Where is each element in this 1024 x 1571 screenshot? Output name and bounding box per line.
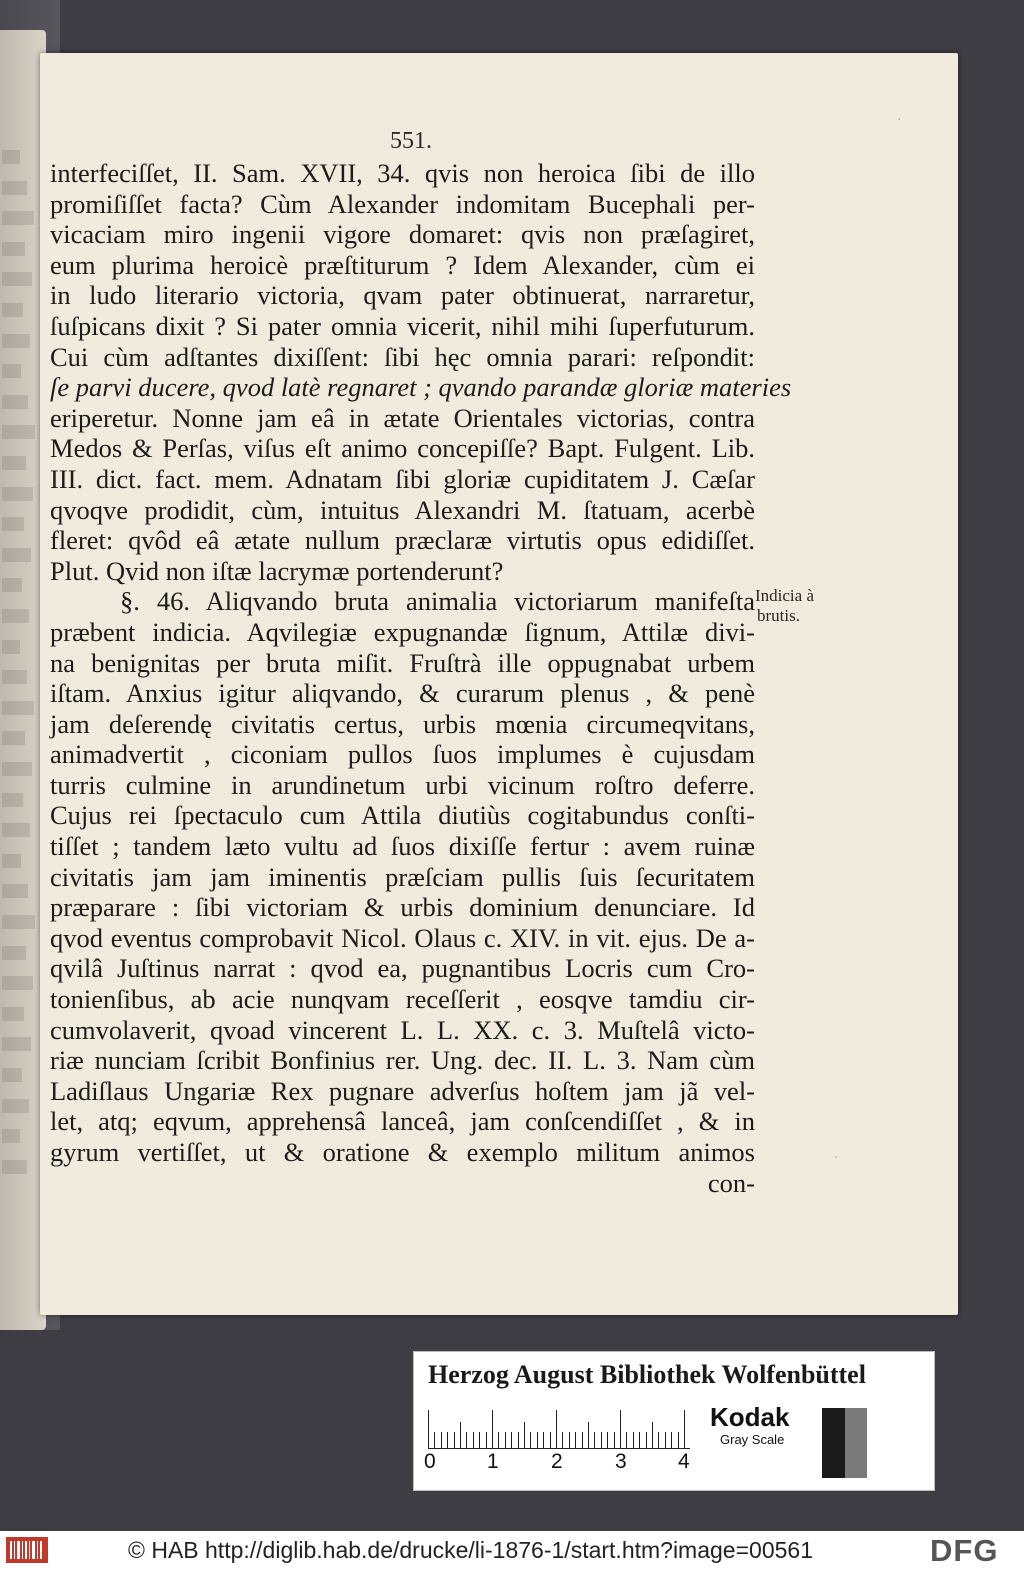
text-line: ſe parvi ducere, qvod latè regnaret ; qvando parandæ gloriæ materies	[50, 372, 792, 403]
kodak-logo: Kodak	[710, 1402, 790, 1432]
paper-speck: ·	[897, 112, 902, 128]
previous-page-bleed	[2, 1007, 24, 1021]
ruler-tick	[626, 1432, 627, 1448]
previous-page-bleed	[2, 242, 25, 256]
ruler-tick	[454, 1432, 455, 1448]
ruler-tick	[460, 1422, 461, 1448]
dfg-logo: DFG	[930, 1533, 999, 1568]
catchword: con-	[707, 1167, 755, 1198]
previous-page-bleed	[2, 548, 31, 562]
text-line: na benignitas per bruta miſit. Fruſtrà ille oppugnabat urbem	[50, 647, 755, 678]
text-line: Plut. Qvid non iſtæ lacrymæ portenderunt?	[50, 555, 504, 586]
previous-page-bleed	[2, 395, 28, 409]
text-line: animadvertit , ciconiam pullos ſuos implumes è cujusdam	[50, 739, 755, 770]
previous-page-bleed	[2, 1068, 22, 1082]
previous-page-bleed	[2, 272, 32, 286]
previous-page-bleed	[2, 578, 22, 592]
text-line: cumvolaverit, qvoad vincerent L. L. XX. c. 3. Muſtelâ victo-	[50, 1014, 755, 1045]
gray-scale-patches	[822, 1408, 890, 1478]
text-line: interfeciſſet, II. Sam. XVII, 34. qvis non heroica ſibi de illo	[50, 158, 755, 188]
previous-page-bleed	[2, 1037, 31, 1051]
previous-page-bleed	[2, 425, 35, 439]
text-line: præbent indicia. Aqvilegiæ expugnandæ ſignum, Attilæ divi-	[50, 616, 755, 647]
ruler-number: 1	[487, 1450, 499, 1473]
ruler-number: 3	[615, 1450, 627, 1473]
footer-bar	[0, 1531, 1024, 1571]
text-line: in ludo literario victoria, qvam pater obtinuerat, narraretur,	[50, 280, 755, 311]
paragraph-start-line: §. 46. Aliqvando bruta animalia victoriarum manifeſta	[120, 586, 755, 617]
ruler-tick	[447, 1432, 448, 1448]
gray-scale-label: Gray Scale	[720, 1432, 785, 1447]
gray-patch-dark	[822, 1408, 845, 1478]
ruler-tick	[498, 1432, 499, 1448]
ruler-tick	[466, 1432, 467, 1448]
ruler-tick	[518, 1432, 519, 1448]
previous-page-bleed	[2, 303, 23, 317]
previous-page-bleed	[2, 517, 24, 531]
ruler-tick	[505, 1432, 506, 1448]
ruler-tick	[486, 1432, 487, 1448]
page-number: 551.	[390, 128, 432, 154]
previous-page-bleed	[2, 854, 21, 868]
library-name: Herzog August Bibliothek Wolfenbüttel	[428, 1360, 866, 1389]
gray-patch-white	[867, 1408, 890, 1478]
text-line: Ladiſlaus Ungariæ Rex pugnare adverſus hoſtem jam jã vel-	[50, 1075, 755, 1106]
text-line: iſtam. Anxius igitur aliqvando, & curarum plenus , & penè	[50, 678, 755, 709]
text-line: qvilâ Juſtinus narrat : qvod ea, pugnantibus Locris cum Cro-	[50, 953, 755, 984]
text-line: qvoqve prodidit, cùm, intuitus Alexandri M. ſtatuam, acerbè	[50, 494, 755, 525]
ruler-tick	[537, 1432, 538, 1448]
ruler-tick	[550, 1432, 551, 1448]
ruler	[428, 1408, 690, 1449]
text-line: let, atq; eqvum, apprehensâ lanceâ, jam conſcendiſſet , & in	[50, 1106, 755, 1137]
ruler-tick	[601, 1432, 602, 1448]
previous-page-bleed	[2, 731, 25, 745]
ruler-tick	[684, 1410, 685, 1448]
text-line: turris culmine in arundinetum urbi vicinum roſtro deferre.	[50, 769, 755, 800]
ruler-tick	[678, 1432, 679, 1448]
previous-page-bleed	[2, 823, 30, 837]
previous-page-bleed	[2, 915, 35, 929]
previous-page-bleed	[2, 1160, 27, 1174]
margin-note	[755, 586, 814, 626]
previous-page-bleed	[2, 456, 26, 470]
text-line: vicaciam miro ingenii vigore domaret: qvis non præſagiret,	[50, 219, 755, 250]
text-line: civitatis jam jam iminentis præſciam pullis ſuis ſecuritatem	[50, 861, 755, 892]
ruler-tick	[562, 1432, 563, 1448]
ruler-tick	[671, 1432, 672, 1448]
ruler-number: 0	[424, 1450, 436, 1473]
ruler-tick	[524, 1422, 525, 1448]
ruler-tick	[511, 1432, 512, 1448]
previous-page-bleed	[2, 334, 30, 348]
ruler-number: 2	[551, 1450, 563, 1473]
ruler-tick	[665, 1432, 666, 1448]
barcode-icon	[6, 1537, 48, 1563]
text-line: eum plurima heroicè præſtiturum ? Idem Alexander, cùm ei	[50, 249, 755, 280]
ruler-tick	[658, 1432, 659, 1448]
previous-page-bleed	[2, 793, 23, 807]
text-line: Medos & Perſas, viſus eſt animo concepiſſe? Bapt. Fulgent. Lib.	[50, 433, 755, 464]
ruler-tick	[588, 1422, 589, 1448]
previous-page-bleed	[2, 609, 29, 623]
text-line: tonienſibus, ab acie nunqvam receſſerit , eosqve tamdiu cir-	[50, 984, 755, 1015]
text-line: qvod eventus comprobavit Nicol. Olaus c. XIV. in vit. ejus. De a-	[50, 922, 755, 953]
previous-page-bleed	[2, 1129, 20, 1143]
ruler-tick	[582, 1432, 583, 1448]
previous-page-bleed	[2, 211, 34, 225]
ruler-tick	[428, 1410, 429, 1448]
library-color-card	[413, 1351, 935, 1491]
ruler-tick	[492, 1410, 493, 1448]
text-line: gyrum vertiſſet, ut & oratione & exemplo militum animos	[50, 1137, 755, 1167]
ruler-tick	[441, 1432, 442, 1448]
margin-note-line: Indicia à	[755, 586, 814, 605]
ruler-tick	[530, 1432, 531, 1448]
previous-page-bleed	[2, 181, 27, 195]
paper-speck: ·	[834, 1150, 839, 1166]
text-line: riæ nunciam ſcribit Bonfinius rer. Ung. dec. II. L. 3. Nam cùm	[50, 1045, 755, 1076]
previous-page-bleed	[2, 640, 20, 654]
text-line: ſuſpicans dixit ? Si pater omnia vicerit, nihil mihi ſuperfuturum.	[50, 310, 755, 341]
previous-page-bleed	[2, 487, 33, 501]
ruler-tick	[543, 1432, 544, 1448]
ruler-tick	[569, 1432, 570, 1448]
previous-page-bleed	[2, 701, 34, 715]
ruler-tick	[646, 1432, 647, 1448]
text-line: eriperetur. Nonne jam eâ in ætate Orientales victorias, contra	[50, 402, 755, 433]
text-line: fleret: qvôd eâ ætate nullum præclaræ virtutis opus edidiſſet.	[50, 525, 755, 556]
ruler-tick	[607, 1432, 608, 1448]
text-line: præparare : ſibi victoriam & urbis dominium denunciare. Id	[50, 892, 755, 923]
previous-page-bleed	[2, 150, 20, 164]
previous-page-bleed	[2, 1099, 29, 1113]
text-line: jam deſerendę civitatis certus, urbis mœnia circumeqvitans,	[50, 708, 755, 739]
ruler-tick	[633, 1432, 634, 1448]
text-line: III. dict. fact. mem. Adnatam ſibi gloriæ cupiditatem J. Cæſar	[50, 463, 755, 494]
ruler-tick	[639, 1432, 640, 1448]
ruler-tick	[614, 1432, 615, 1448]
previous-page-bleed	[2, 762, 32, 776]
text-line: Cujus rei ſpectaculo cum Attila diutiùs cogitabundus conſti-	[50, 800, 755, 831]
ruler-tick	[594, 1432, 595, 1448]
text-line: promiſiſſet facta? Cùm Alexander indomitam Bucephali per-	[50, 188, 755, 219]
ruler-tick	[473, 1432, 474, 1448]
gray-patch-mid	[845, 1408, 868, 1478]
previous-page-bleed	[2, 670, 27, 684]
ruler-number: 4	[678, 1450, 690, 1473]
text-line: tiſſet ; tandem læto vultu ad ſuos dixiſſe fertur : avem ruinæ	[50, 831, 755, 862]
previous-page-bleed	[2, 364, 21, 378]
previous-page-bleed	[2, 946, 26, 960]
previous-page-bleed	[2, 976, 33, 990]
ruler-tick	[652, 1422, 653, 1448]
ruler-tick	[479, 1432, 480, 1448]
ruler-tick	[575, 1432, 576, 1448]
text-line: Cui cùm adſtantes dixiſſent: ſibi hęc omnia parari: reſpondit:	[50, 341, 755, 372]
previous-page-bleed	[2, 884, 28, 898]
ruler-tick	[620, 1410, 621, 1448]
ruler-tick	[556, 1410, 557, 1448]
ruler-tick	[434, 1432, 435, 1448]
source-url[interactable]: © HAB http://diglib.hab.de/drucke/li-1876-1/start.htm?image=00561	[128, 1537, 813, 1563]
margin-note-line: brutis.	[757, 606, 800, 625]
